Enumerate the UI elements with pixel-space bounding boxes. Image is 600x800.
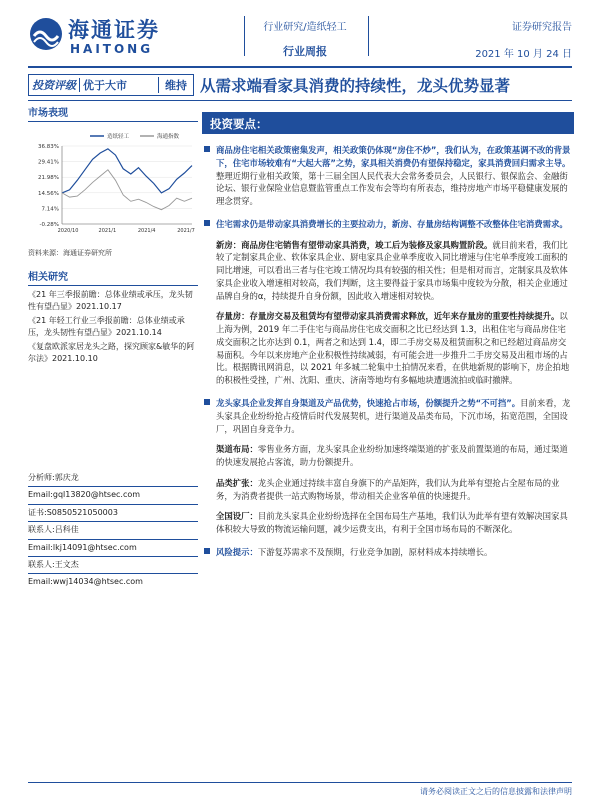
para-category-lead: 品类扩张：	[216, 477, 258, 488]
analyst-divider	[28, 539, 198, 540]
market-performance-chart	[28, 128, 198, 240]
bullet-policy-bold: 商品房住宅相关政策密集发声，相关政策仍体现“房住不炒”，我们认为，在政策基调不改的背景下，住宅市场较难有“大起大落”之势，家具相关消费仍有望保持稳定，家具消费回归需求主导。	[216, 145, 571, 168]
bullet-square-icon	[204, 146, 210, 152]
bullet-demand	[202, 218, 574, 231]
para-channel-lead: 渠道布局：	[216, 444, 258, 455]
related-research-heading: 相关研究	[28, 268, 198, 286]
para-category	[202, 477, 574, 503]
investment-rating	[28, 74, 194, 96]
haitong-logo	[28, 14, 168, 60]
related-item[interactable]: 《21 年三季报前瞻：总体业绩或承压，龙头韧性有望凸显》2021.10.17	[28, 290, 193, 311]
haitong-logo-icon	[28, 16, 64, 52]
chart-x-tick-label: 2021/7	[177, 228, 195, 234]
report-type: 行业周报	[283, 45, 327, 58]
chart-y-tick-label: 36.83%	[38, 144, 59, 150]
report-date: 2021 年 10 月 24 日	[475, 49, 572, 60]
chart-x-tick-label: 2021/1	[98, 228, 117, 234]
chart-legend-label: 海通指数	[157, 134, 180, 140]
chart-series-line	[62, 149, 192, 193]
analyst-divider	[28, 486, 198, 487]
chart-source: 资料来源：海通证券研究所	[28, 249, 112, 257]
logo-text-cn: 海通证券	[68, 17, 160, 42]
chart-series-line	[62, 170, 192, 210]
report-title: 从需求端看家具消费的持续性，龙头优势显著	[200, 76, 511, 95]
analyst-divider	[28, 573, 198, 574]
bullet-leaders-text: 目前来看，龙头家具企业纷纷抢占疫情后时代发展契机，进行渠道及品类布局，下沉市场，拓宽范围，全国设厂，巩固自身竞争力。	[216, 398, 571, 434]
chart-legend-label: 造纸轻工	[107, 134, 130, 140]
analyst-email[interactable]: Email:gql13820@htsec.com	[28, 490, 141, 500]
footer-rule	[28, 782, 572, 783]
report-category: 行业研究/造纸轻工	[263, 22, 347, 33]
bullet-leaders-bold: 龙头家具企业发挥自身渠道及产品优势，快速抢占市场，份额提升之势“不可挡”。	[216, 398, 521, 409]
bullet-risk-text: 下游复苏需求不及预期，行业竞争加剧，原材料成本持续增长。	[257, 546, 493, 557]
header-rule	[28, 66, 572, 68]
key-points-heading: 投资要点：	[202, 112, 574, 134]
bullet-leaders	[202, 397, 574, 435]
para-channel	[202, 443, 574, 469]
footer-disclaimer[interactable]: 请务必阅读正文之后的信息披露和法律声明	[420, 787, 572, 796]
header-divider	[244, 16, 245, 56]
bullet-risk-bold: 风险提示：	[216, 546, 258, 557]
header-divider	[368, 16, 369, 56]
chart-y-tick-label: 14.56%	[38, 190, 59, 197]
bullet-demand-bold: 住宅需求仍是带动家具消费增长的主要拉动力，新房、存量房结构调整不改整体住宅消费需求。	[216, 218, 568, 229]
contact-role: 联系人:王文杰	[28, 559, 79, 569]
report-label: 证券研究报告	[512, 22, 572, 33]
bullet-square-icon	[204, 548, 210, 554]
contact-role: 联系人:吕科佳	[28, 525, 79, 535]
logo-text-en: HAITONG	[70, 42, 154, 56]
analyst-divider	[28, 504, 198, 505]
analyst-role: 分析师:郭庆龙	[28, 473, 79, 482]
main-content	[202, 112, 574, 559]
para-category-text: 龙头企业通过持续丰富自身旗下的产品矩阵，我们认为此举有望抢占全屋布局的业务，为消费者提供一站式购物场景，带动相关企业客单值的快速提升。	[216, 477, 560, 501]
para-new-house-text: 就目前来看，我们比较了定制家具企业、软体家具企业、厨电家具企业单季度收入同比增速与住宅单季度竣工面积的同比增速，可以看出三者与住宅竣工情况均具有较强的相关性；但是相对而言，定制家具及软体家具企业收入增速相对较高，我们判断，这主要得益于家具市场集中度较为分散，相关企业通过品牌自身的α，持续提升自身份额，因此收入增速相对较快。	[216, 239, 568, 301]
chart-y-tick-label: 21.98%	[38, 175, 59, 182]
chart-y-tick-label: 7.14%	[41, 206, 59, 213]
bullet-risk	[202, 546, 574, 559]
report-header	[0, 0, 600, 72]
bullet-square-icon	[204, 399, 210, 405]
para-factory-text: 目前龙头家具企业纷纷选择在全国布局生产基地，我们认为此举有望有效解决国家具体积较大导致的物流运输问题，减少运费支出，有利于全国市场布局的不断深化。	[216, 511, 568, 535]
para-new-house-lead: 新房：商品房住宅销售有望带动家具消费，竣工后为装修及家具购置阶段。	[216, 239, 493, 250]
bullet-policy	[202, 144, 574, 208]
analyst-contacts	[28, 472, 198, 589]
contact-email[interactable]: Email:lkj14091@htsec.com	[28, 542, 137, 552]
market-performance-heading: 市场表现	[28, 104, 198, 122]
para-new-house	[202, 239, 574, 303]
title-rule	[28, 100, 572, 101]
chart-y-tick-label: 29.41%	[38, 159, 59, 166]
bullet-square-icon	[204, 220, 210, 226]
analyst-divider	[28, 521, 198, 522]
chart-svg	[28, 128, 198, 240]
chart-x-tick-label: 2020/10	[57, 228, 79, 234]
para-existing-house	[202, 310, 574, 387]
para-channel-text: 零售业务方面，龙头家具企业纷纷加速终端渠道的扩张及前置渠道的布局，通过渠道的快速发展抢占客流，助力份额提升。	[216, 444, 568, 468]
chart-y-tick-label: -0.28%	[39, 222, 59, 228]
para-existing-house-lead: 存量房：存量房交易及租赁均有望带动家具消费需求释放，近年来存量房的重要性持续提升。	[216, 311, 560, 322]
sidebar	[28, 104, 198, 365]
rating-action: 维持	[158, 77, 193, 93]
related-item[interactable]: 《21 年轻工行业三季报前瞻：总体业绩或承压，龙头韧性有望凸显》2021.10.14	[28, 316, 185, 337]
contact-email[interactable]: Email:wwj14034@htsec.com	[28, 577, 143, 587]
rating-label: 投资评级	[32, 79, 76, 92]
analyst-divider	[28, 556, 198, 557]
related-item[interactable]: 《复盘欧派家居龙头之路，探究顾家&敏华的阿尔法》2021.10.10	[28, 342, 195, 363]
chart-x-tick-label: 2021/4	[137, 228, 156, 234]
rating-value: 优于大市	[83, 79, 127, 92]
para-factory-lead: 全国设厂：	[216, 511, 258, 522]
para-factory	[202, 510, 574, 536]
bullet-policy-text: 整理近期行业相关政策，第十三届全国人民代表大会常务委员会，人民银行、银保监会、金融街论坛、银行业保险业信息暨监管重点工作发布会等均有所表态，维持房地产市场平稳健康发展的理念贯穿。	[216, 170, 568, 207]
related-research	[28, 268, 198, 365]
analyst-cert: 证书:S0850521050003	[28, 507, 118, 517]
para-existing-house-text: 以上海为例，2019 年二手住宅与商品房住宅成交面积之比已经达到 1.3，出租住宅与商品房住宅成交面积之比亦达到 0.1，两者之和达到 1.4，即二手房交易及租赁面积之和已经超过商品房交易面积。今年以来房地产企业积极性持续减弱，有可能会进一步推升二手房交易及出租市场的占比。根据腾讯网消息，以 2021 年多城二轮集中土拍情况来看，在供地新规的影响下，房企拍地的积极性受挫，广州、沈阳、重庆、济南等地均有多幅地块遭遇流拍或临时撤牌。	[216, 311, 570, 386]
